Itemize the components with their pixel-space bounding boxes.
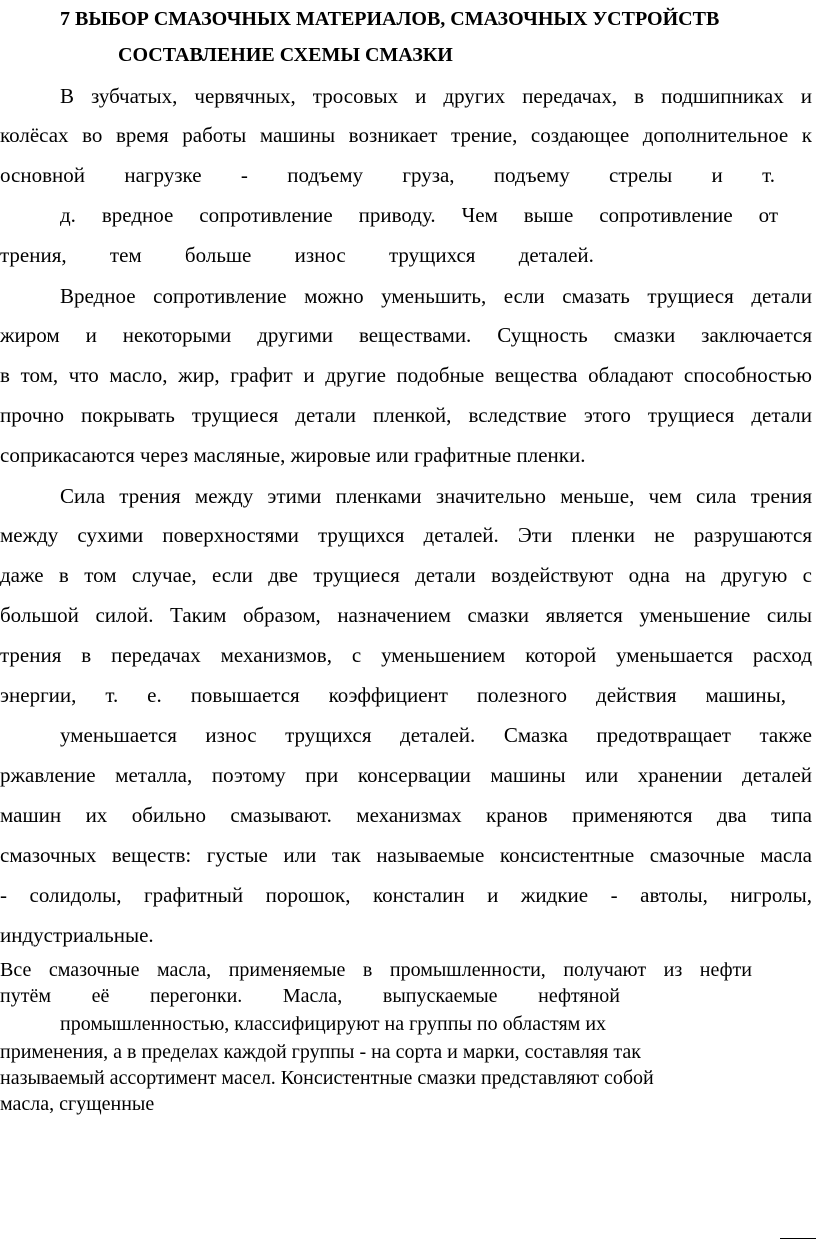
heading-line-1: 7 ВЫБОР СМАЗОЧНЫХ МАТЕРИАЛОВ, СМАЗОЧНЫХ УСТРОЙСТВ [60, 8, 720, 30]
body-line-11: Сила трения между этими пленками значительно меньше, чем сила трения [60, 484, 812, 508]
footer-rule [780, 1238, 816, 1239]
body-line-6: Вредное сопротивление можно уменьшить, если смазать трущиеся детали [60, 284, 812, 308]
tail-line-2: путём её перегонки. Масла, выпускаемые нефтяной [0, 985, 620, 1007]
body-line-8: в том, что масло, жир, графит и другие подобные вещества обладают способностью [0, 363, 812, 387]
body-line-13: даже в том случае, если две трущиеся детали воздействуют одна на другую с [0, 563, 812, 587]
body-line-19: машин их обильно смазывают. механизмах кранов применяются два типа [0, 803, 812, 827]
tail-line-5: называемый ассортимент масел. Консистентные смазки представляют собой [0, 1067, 654, 1089]
body-line-2: колёсах во время работы машины возникает трение, создающее дополнительное к [0, 123, 812, 147]
body-line-10: соприкасаются через масляные, жировые или графитные пленки. [0, 443, 586, 467]
tail-line-6: масла, сгущенные [0, 1093, 155, 1115]
body-line-12: между сухими поверхностями трущихся деталей. Эти пленки не разрушаются [0, 523, 812, 547]
body-line-21: - солидолы, графитный порошок, констaлин и жидкие - автолы, нигролы, [0, 883, 812, 907]
body-line-22: индустриальные. [0, 923, 154, 947]
tail-line-3: промышленностью, классифицируют на группы по областям их [60, 1013, 607, 1035]
heading-line-2: СОСТАВЛЕНИЕ СХЕМЫ СМАЗКИ [118, 44, 453, 66]
body-line-1: В зубчатых, червячных, тросовых и других передачах, в подшипниках и [60, 84, 812, 108]
body-line-20: смазочных веществ: густые или так называемые консистентные смазочные масла [0, 843, 812, 867]
tail-line-1: Все смазочные масла, применяемые в промышленности, получают из нефти [0, 959, 752, 981]
body-line-7: жиром и некоторыми другими веществами. Сущность смазки заключается [0, 323, 812, 347]
body-line-9: прочно покрывать трущиеся детали пленкой, вследствие этого трущиеся детали [0, 403, 812, 427]
body-line-14: большой силой. Таким образом, назначением смазки является уменьшение силы [0, 603, 812, 627]
body-line-4: д. вредное сопротивление приводу. Чем выше сопротивление от [60, 203, 778, 227]
body-line-16: энергии, т. е. повышается коэффициент полезного действия машины, [0, 683, 786, 707]
body-line-17: уменьшается износ трущихся деталей. Смазка предотвращает также [60, 723, 812, 747]
body-line-5: трения, тем больше износ трущихся деталей. [0, 243, 594, 267]
body-line-3: основной нагрузке - подъему груза, подъему стрелы и т. [0, 163, 775, 187]
body-line-18: ржавление металла, поэтому при консервации машины или хранении деталей [0, 763, 812, 787]
body-line-15: трения в передачах механизмов, с уменьшением которой уменьшается расход [0, 643, 812, 667]
tail-line-4: применения, а в пределах каждой группы - на сорта и марки, составляя так [0, 1041, 641, 1063]
